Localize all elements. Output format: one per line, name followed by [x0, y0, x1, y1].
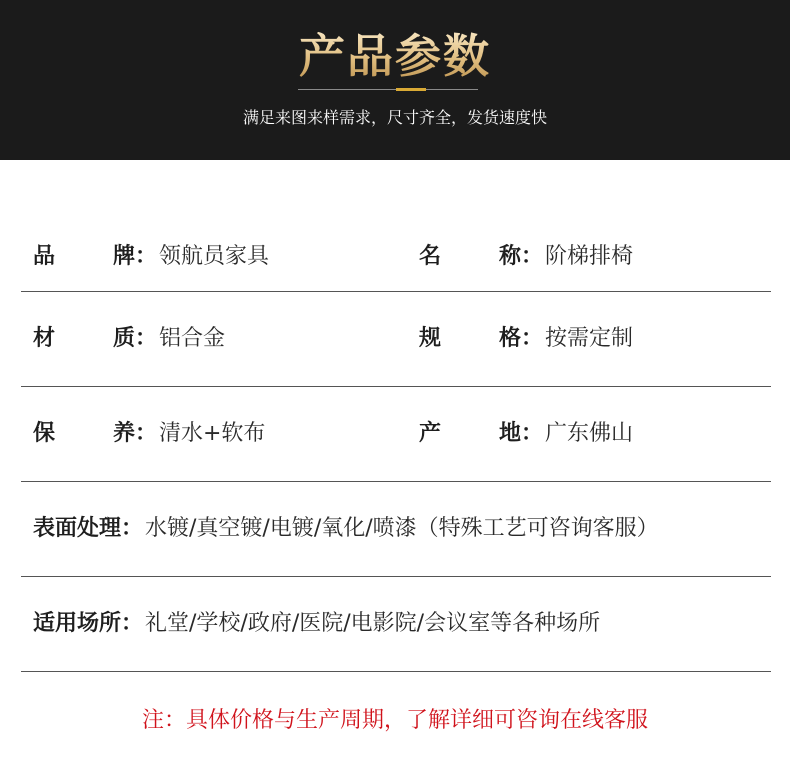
page-subtitle: 满足来图来样需求，尺寸齐全，发货速度快: [242, 108, 547, 127]
spec-care-label-b: 养：: [112, 421, 157, 446]
spec-size-label: [419, 325, 543, 353]
spec-care-value: 清水+软布: [159, 421, 266, 446]
spec-material-label-a: 材: [33, 326, 56, 351]
spec-brand-value: 领航员家具: [159, 243, 270, 269]
spec-surface: [33, 482, 659, 576]
spec-material-label-b: 质：: [112, 326, 157, 351]
spec-origin-label: [419, 420, 543, 448]
spec-row: [21, 482, 771, 577]
spec-usage: [33, 577, 600, 671]
spec-row: [21, 292, 771, 387]
spec-usage-label: 适用场所：: [33, 611, 144, 636]
spec-material-value: 铝合金: [159, 326, 226, 351]
header-banner: [0, 0, 790, 160]
spec-origin-label-b: 地：: [498, 421, 543, 446]
spec-origin: [419, 387, 633, 481]
spec-name-value: 阶梯排椅: [545, 243, 634, 269]
spec-size-value: 按需定制: [545, 326, 634, 351]
spec-material-label: [33, 325, 157, 353]
spec-care-label-a: 保: [33, 421, 56, 446]
spec-table: [21, 212, 771, 672]
spec-material: [33, 292, 225, 386]
spec-surface-value: 水镀/真空镀/电镀/氧化/喷漆（特殊工艺可咨询客服）: [145, 516, 659, 541]
spec-care-label: [33, 420, 157, 448]
spec-brand-label: [33, 243, 157, 271]
spec-row: [21, 212, 771, 292]
spec-row: [21, 577, 771, 672]
spec-brand: [33, 222, 269, 291]
price-note: 注：具体价格与生产周期，了解详细可咨询在线客服: [141, 708, 648, 733]
spec-row: [21, 387, 771, 482]
spec-size-label-b: 格：: [498, 326, 543, 351]
spec-name: [419, 222, 633, 291]
spec-brand-label-b: 牌：: [112, 243, 157, 269]
spec-origin-label-a: 产: [419, 421, 442, 446]
spec-name-label-a: 名: [419, 243, 442, 269]
spec-name-label: [419, 243, 543, 271]
spec-size: [419, 292, 633, 386]
spec-origin-value: 广东佛山: [545, 421, 634, 446]
title-divider-left: [298, 89, 396, 90]
spec-care: [33, 387, 265, 481]
title-divider-accent: [396, 88, 426, 91]
spec-brand-label-a: 品: [33, 243, 56, 269]
spec-usage-value: 礼堂/学校/政府/医院/电影院/会议室等各种场所: [145, 611, 601, 636]
spec-size-label-a: 规: [419, 326, 442, 351]
title-divider-right: [426, 89, 478, 90]
page-title: 产品参数: [0, 26, 790, 86]
spec-name-label-b: 称：: [498, 243, 543, 269]
spec-surface-label: 表面处理：: [33, 516, 144, 541]
